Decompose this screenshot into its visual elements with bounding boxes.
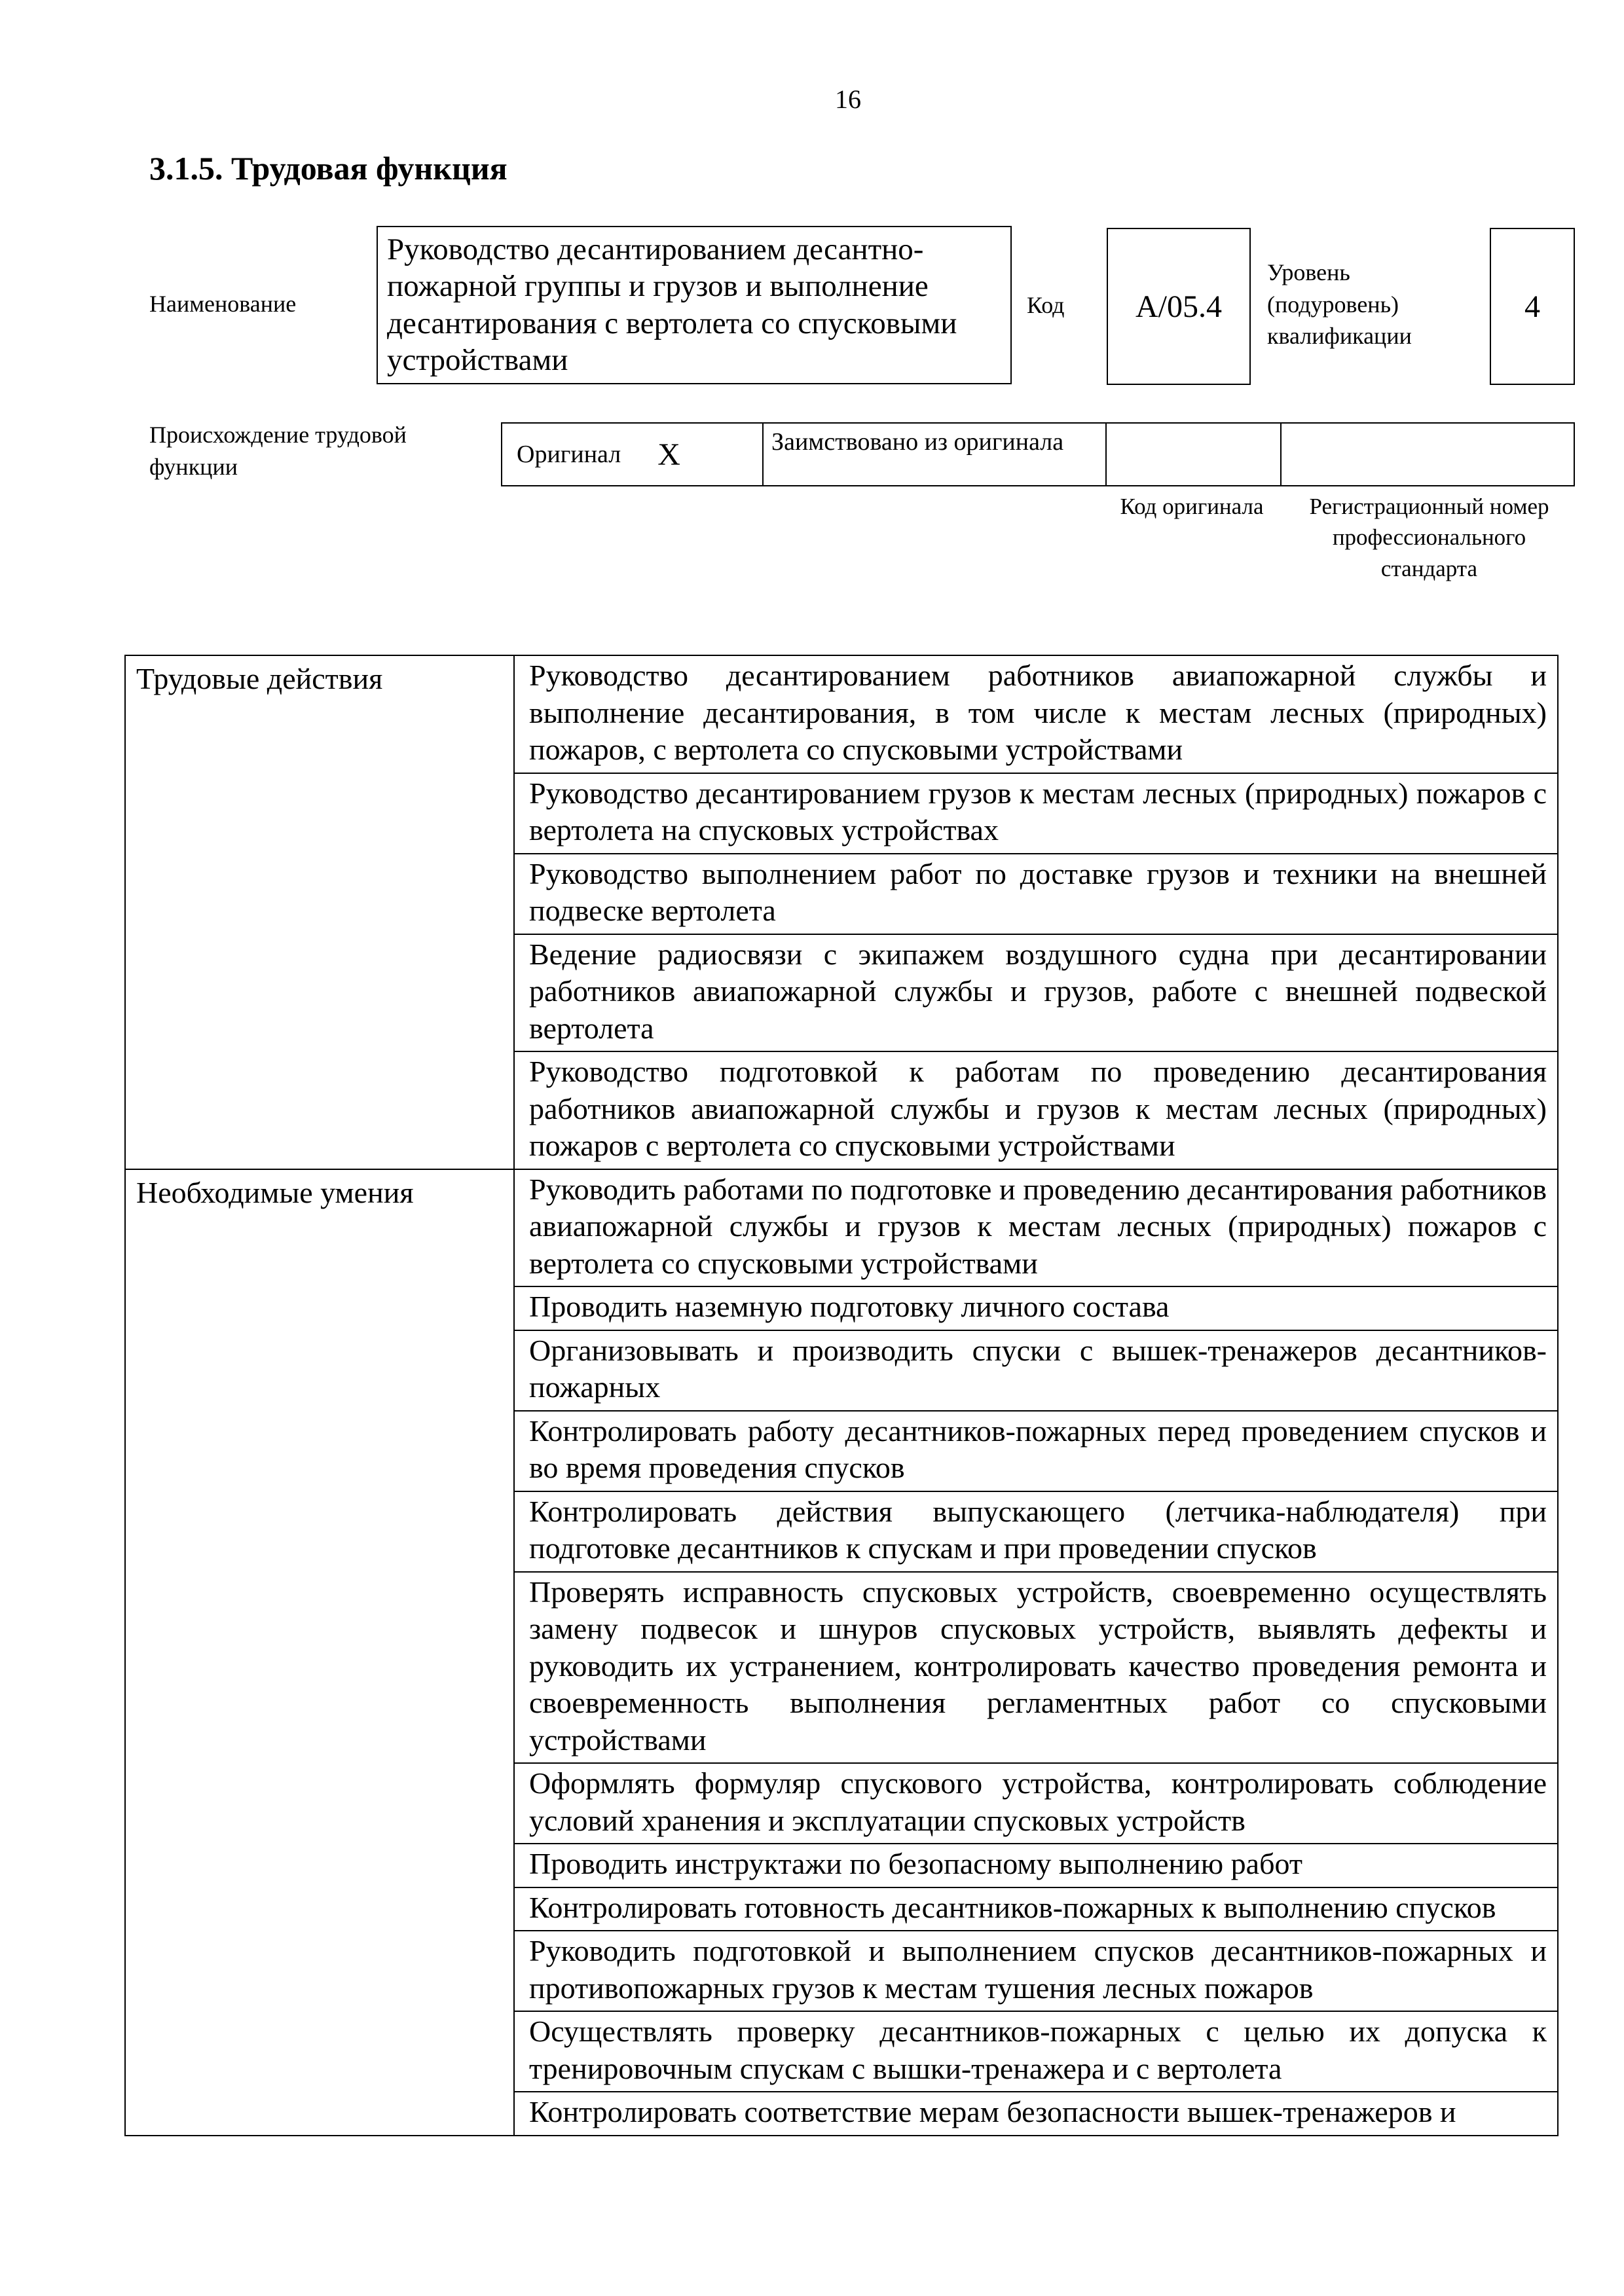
code-caption: Код оригинала <box>1120 494 1264 519</box>
list-item: Руководить подготовкой и выполнением спусков десантников-пожарных и противопожарных грузов к местам тушения лесных пожаров <box>515 1930 1557 2011</box>
list-item: Руководство десантированием работников авиапожарной службы и выполнение десантирования, в том числе к местам лесных (природных) пожаров, с вертолета со спусковыми устройствами <box>529 659 1547 766</box>
code-label: Код <box>1027 292 1065 318</box>
section-title-cell: Трудовые действия <box>125 655 514 1169</box>
list-item: Руководство десантированием грузов к местам лесных (природных) пожаров с вертолета на спусковых устройствах <box>515 773 1557 853</box>
origin-table <box>501 422 1575 486</box>
list-item: Проводить инструктажи по безопасному выполнению работ <box>515 1843 1557 1887</box>
origin-code-cell <box>1107 424 1282 485</box>
labor-functions-table <box>124 655 1559 2136</box>
origin-reg-cell <box>1282 424 1574 485</box>
original-mark: X <box>657 437 680 472</box>
list-item: Ведение радиосвязи с экипажем воздушного судна при десантировании работников авиапожарной службы и грузов, работе с внешней подвеской вертолета <box>515 934 1557 1051</box>
code-box <box>1107 228 1251 385</box>
origin-original-cell <box>502 424 764 485</box>
borrowed-label: Заимствовано из оригинала <box>771 428 1064 456</box>
name-label: Наименование <box>149 291 297 317</box>
list-item: Контролировать соответствие мерам безопасности вышек-тренажеров и <box>515 2091 1557 2135</box>
list-item: Осуществлять проверку десантников-пожарных с целью их допуска к тренировочным спускам с вышки-тренажера и с вертолета <box>515 2011 1557 2091</box>
list-item: Руководство выполнением работ по доставке грузов и техники на внешней подвеске вертолета <box>515 853 1557 934</box>
origin-borrowed-cell <box>764 424 1107 485</box>
code-value: А/05.4 <box>1135 289 1222 324</box>
section-required-skills <box>125 1169 1558 2136</box>
reg-caption: Регистрационный номер профессионального стандарта <box>1309 494 1549 581</box>
section-labor-actions <box>125 655 1558 1169</box>
list-item: Контролировать действия выпускающего (летчика-наблюдателя) при подготовке десантников к спускам и при проведении спусков <box>515 1491 1557 1571</box>
list-item: Оформлять формуляр спускового устройства, контролировать соблюдение условий хранения и эксплуатации спусковых устройств <box>515 1762 1557 1843</box>
origin-label: Происхождение трудовой функции <box>149 422 407 480</box>
function-name: Руководство десантированием десантно-пожарной группы и грузов и выполнение десантирования с вертолета со спусковыми устройствами <box>387 232 957 378</box>
page-number: 16 <box>835 84 861 114</box>
level-label: Уровень (подуровень) квалификации <box>1267 259 1412 350</box>
list-item: Контролировать готовность десантников-пожарных к выполнению спусков <box>515 1887 1557 1931</box>
section-title-cell: Необходимые умения <box>125 1169 514 2136</box>
level-box <box>1490 228 1575 385</box>
section-items-cell <box>514 655 1558 1169</box>
list-item: Контролировать работу десантников-пожарных перед проведением спусков и во время проведения спусков <box>515 1410 1557 1491</box>
list-item: Организовывать и производить спуски с вышек-тренажеров десантников-пожарных <box>515 1330 1557 1410</box>
function-name-box <box>377 226 1012 384</box>
list-item: Руководить работами по подготовке и проведению десантирования работников авиапожарной службы и грузов к местам лесных (природных) пожаров с вертолета со спусковыми устройствами <box>529 1172 1547 1280</box>
section-items-cell <box>514 1169 1558 2136</box>
level-value: 4 <box>1524 289 1540 324</box>
list-item: Проверять исправность спусковых устройств, своевременно осуществлять замену подвесок и шнуров спусковых устройств, выявлять дефекты и руководить их устранением, контролировать качество проведения ремонта и своевременность выполнения регламентных работ со спусковыми устройствами <box>515 1571 1557 1763</box>
section-title: 3.1.5. Трудовая функция <box>149 150 507 187</box>
list-item: Руководство подготовкой к работам по проведению десантирования работников авиапожарной службы и грузов к местам лесных (природных) пожаров с вертолета со спусковыми устройствами <box>515 1051 1557 1169</box>
original-label: Оригинал <box>517 441 621 468</box>
list-item: Проводить наземную подготовку личного состава <box>515 1286 1557 1330</box>
